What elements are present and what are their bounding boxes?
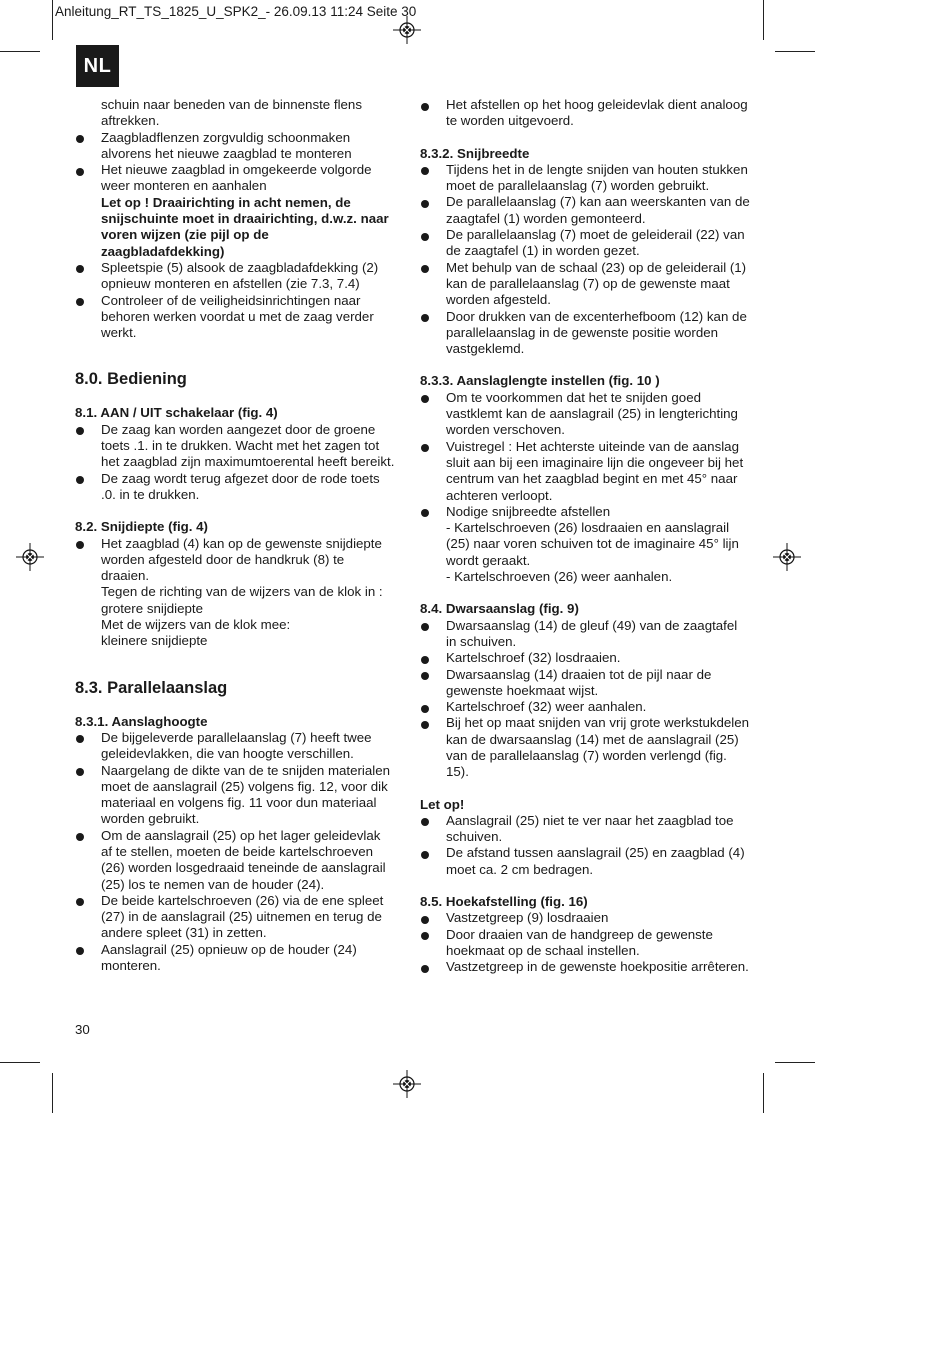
page-number: 30	[75, 1022, 90, 1037]
registration-mark-icon	[16, 543, 44, 571]
bullet-item: De zaag kan worden aangezet door de groene toets .1. in te drukken. Wacht met het zagen tot het zaagblad zijn maximumtoerental heeft bereikt.	[75, 422, 395, 471]
bullet-item: Het afstellen op het hoog geleidevlak dient analoog te worden uitgevoerd.	[420, 97, 750, 130]
bullet-item: Het nieuwe zaagblad in omgekeerde volgorde weer monteren en aanhalen	[75, 162, 395, 195]
crop-mark	[763, 0, 764, 40]
bullet-item: Om de aanslagrail (25) op het lager geleidevlak af te stellen, moeten de beide kartelschroeven (26) worden losgedraaid teneinde de aanslagrail (25) los te nemen van de houder (24).	[75, 828, 395, 893]
bullet-item: Kartelschroef (32) weer aanhalen.	[420, 699, 750, 715]
crop-mark	[775, 1062, 815, 1063]
subsection-heading: 8.3.3. Aanslaglengte instellen (fig. 10 )	[420, 373, 660, 389]
bullet-item: Aanslagrail (25) opnieuw op de houder (24) monteren.	[75, 942, 395, 975]
bullet-item: Controleer of de veiligheidsinrichtingen naar behoren werken voordat u met de zaag verder werkt.	[75, 293, 395, 342]
crop-mark	[0, 1062, 40, 1063]
paragraph: kleinere snijdiepte	[101, 633, 208, 649]
paragraph: Tegen de richting van de wijzers van de klok in :	[101, 584, 383, 600]
bullet-item: Tijdens het in de lengte snijden van houten stukken moet de parallelaanslag (7) worden gebruikt.	[420, 162, 750, 195]
registration-mark-icon	[393, 16, 421, 44]
subsection-heading: 8.4. Dwarsaanslag (fig. 9)	[420, 601, 579, 617]
bullet-item: Dwarsaanslag (14) de gleuf (49) van de zaagtafel in schuiven.	[420, 618, 750, 651]
bullet-item: De bijgeleverde parallelaanslag (7) heeft twee geleidevlakken, die van hoogte verschillen.	[75, 730, 395, 763]
bullet-item: Bij het op maat snijden van vrij grote werkstukdelen kan de dwarsaanslag (14) met de aanslagrail (25) van de parallelaanslag (7) worden verlengd (fig. 15).	[420, 715, 750, 780]
subsection-heading: Let op!	[420, 796, 465, 812]
bullet-item: Dwarsaanslag (14) draaien tot de pijl naar de gewenste hoekmaat wijst.	[420, 667, 750, 700]
paragraph: - Kartelschroeven (26) losdraaien en aanslagrail (25) naar voren schuiven tot de imaginaire 45° lijn wordt geraakt.	[446, 520, 739, 568]
bullet-item: Nodige snijbreedte afstellen	[420, 504, 750, 520]
bullet-item: De zaag wordt terug afgezet door de rode toets .0. in te drukken.	[75, 471, 395, 504]
print-slug: Anleitung_RT_TS_1825_U_SPK2_- 26.09.13 11:24 Seite 30	[55, 4, 417, 19]
paragraph: Met de wijzers van de klok mee:	[101, 617, 291, 633]
bullet-item: Vastzetgreep (9) losdraaien	[420, 910, 750, 926]
crop-mark	[52, 1073, 53, 1113]
crop-mark	[0, 51, 40, 52]
bullet-item: Naargelang de dikte van de te snijden materialen moet de aanslagrail (25) volgens fig. 12, voor dik materiaal en volgens fig. 11 voor dun materiaal worden gebruikt.	[75, 763, 395, 828]
bullet-item: Zaagbladflenzen zorgvuldig schoonmaken alvorens het nieuwe zaagblad te monteren	[75, 130, 395, 163]
section-heading: 8.0. Bediening	[75, 370, 187, 389]
paragraph: schuin naar beneden van de binnenste flens aftrekken.	[101, 97, 362, 129]
subsection-heading: 8.1. AAN / UIT schakelaar (fig. 4)	[75, 405, 278, 421]
registration-mark-icon	[393, 1070, 421, 1098]
bullet-item: De parallelaanslag (7) moet de geleiderail (22) van de zaagtafel (1) in worden gezet.	[420, 227, 750, 260]
subsection-heading: 8.2. Snijdiepte (fig. 4)	[75, 519, 208, 535]
left-column	[75, 97, 395, 974]
bullet-item: Met behulp van de schaal (23) op de geleiderail (1) kan de parallelaanslag (7) op de gewenste maat worden afgesteld.	[420, 260, 750, 309]
bullet-item: Om te voorkommen dat het te snijden goed vastklemt kan de aanslagrail (25) in lengterichting worden verschoven.	[420, 390, 750, 439]
bullet-item: Kartelschroef (32) losdraaien.	[420, 650, 750, 666]
crop-mark	[775, 51, 815, 52]
bullet-item: Door drukken van de excenterhefboom (12) kan de parallelaanslag in de gewenste positie worden vastgeklemd.	[420, 309, 750, 358]
subsection-heading: 8.3.1. Aanslaghoogte	[75, 713, 208, 729]
registration-mark-icon	[773, 543, 801, 571]
bullet-item: Spleetspie (5) alsook de zaagbladafdekking (2) opnieuw monteren en afstellen (zie 7.3, 7.4)	[75, 260, 395, 293]
bullet-item: De beide kartelschroeven (26) via de ene spleet (27) in de aanslagrail (25) uitnemen en terug de andere spleet (31) in zetten.	[75, 893, 395, 942]
bullet-item: Vuistregel : Het achterste uiteinde van de aanslag sluit aan bij een imaginaire lijn die ongeveer bij het centrum van het zaagblad begint en met 45° naar achteren verloopt.	[420, 439, 750, 504]
language-badge: NL	[76, 45, 119, 87]
bullet-item: De afstand tussen aanslagrail (25) en zaagblad (4) moet ca. 2 cm bedragen.	[420, 845, 750, 878]
crop-mark	[52, 0, 53, 40]
bullet-item: Door draaien van de handgreep de gewenste hoekmaat op de schaal instellen.	[420, 927, 750, 960]
paragraph: - Kartelschroeven (26) weer aanhalen.	[446, 569, 673, 585]
paragraph: grotere snijdiepte	[101, 600, 204, 616]
crop-mark	[763, 1073, 764, 1113]
section-heading: 8.3. Parallelaanslag	[75, 678, 228, 697]
right-column	[420, 97, 750, 976]
subsection-heading: 8.3.2. Snijbreedte	[420, 145, 530, 161]
bullet-item: De parallelaanslag (7) kan aan weerskanten van de zaagtafel (1) worden gemonteerd.	[420, 194, 750, 227]
subsection-heading: 8.5. Hoekafstelling (fig. 16)	[420, 894, 588, 910]
bullet-item: Het zaagblad (4) kan op de gewenste snijdiepte worden afgesteld door de handkruk (8) te draaien.	[75, 536, 395, 585]
bullet-item: Aanslagrail (25) niet te ver naar het zaagblad toe schuiven.	[420, 813, 750, 846]
warning-text: Let op ! Draairichting in acht nemen, de snijschuinte moet in draairichting, d.w.z. naar voren wijzen (zie pijl op de zaagbladafdekking)	[101, 194, 389, 259]
bullet-item: Vastzetgreep in de gewenste hoekpositie arrêteren.	[420, 959, 750, 975]
